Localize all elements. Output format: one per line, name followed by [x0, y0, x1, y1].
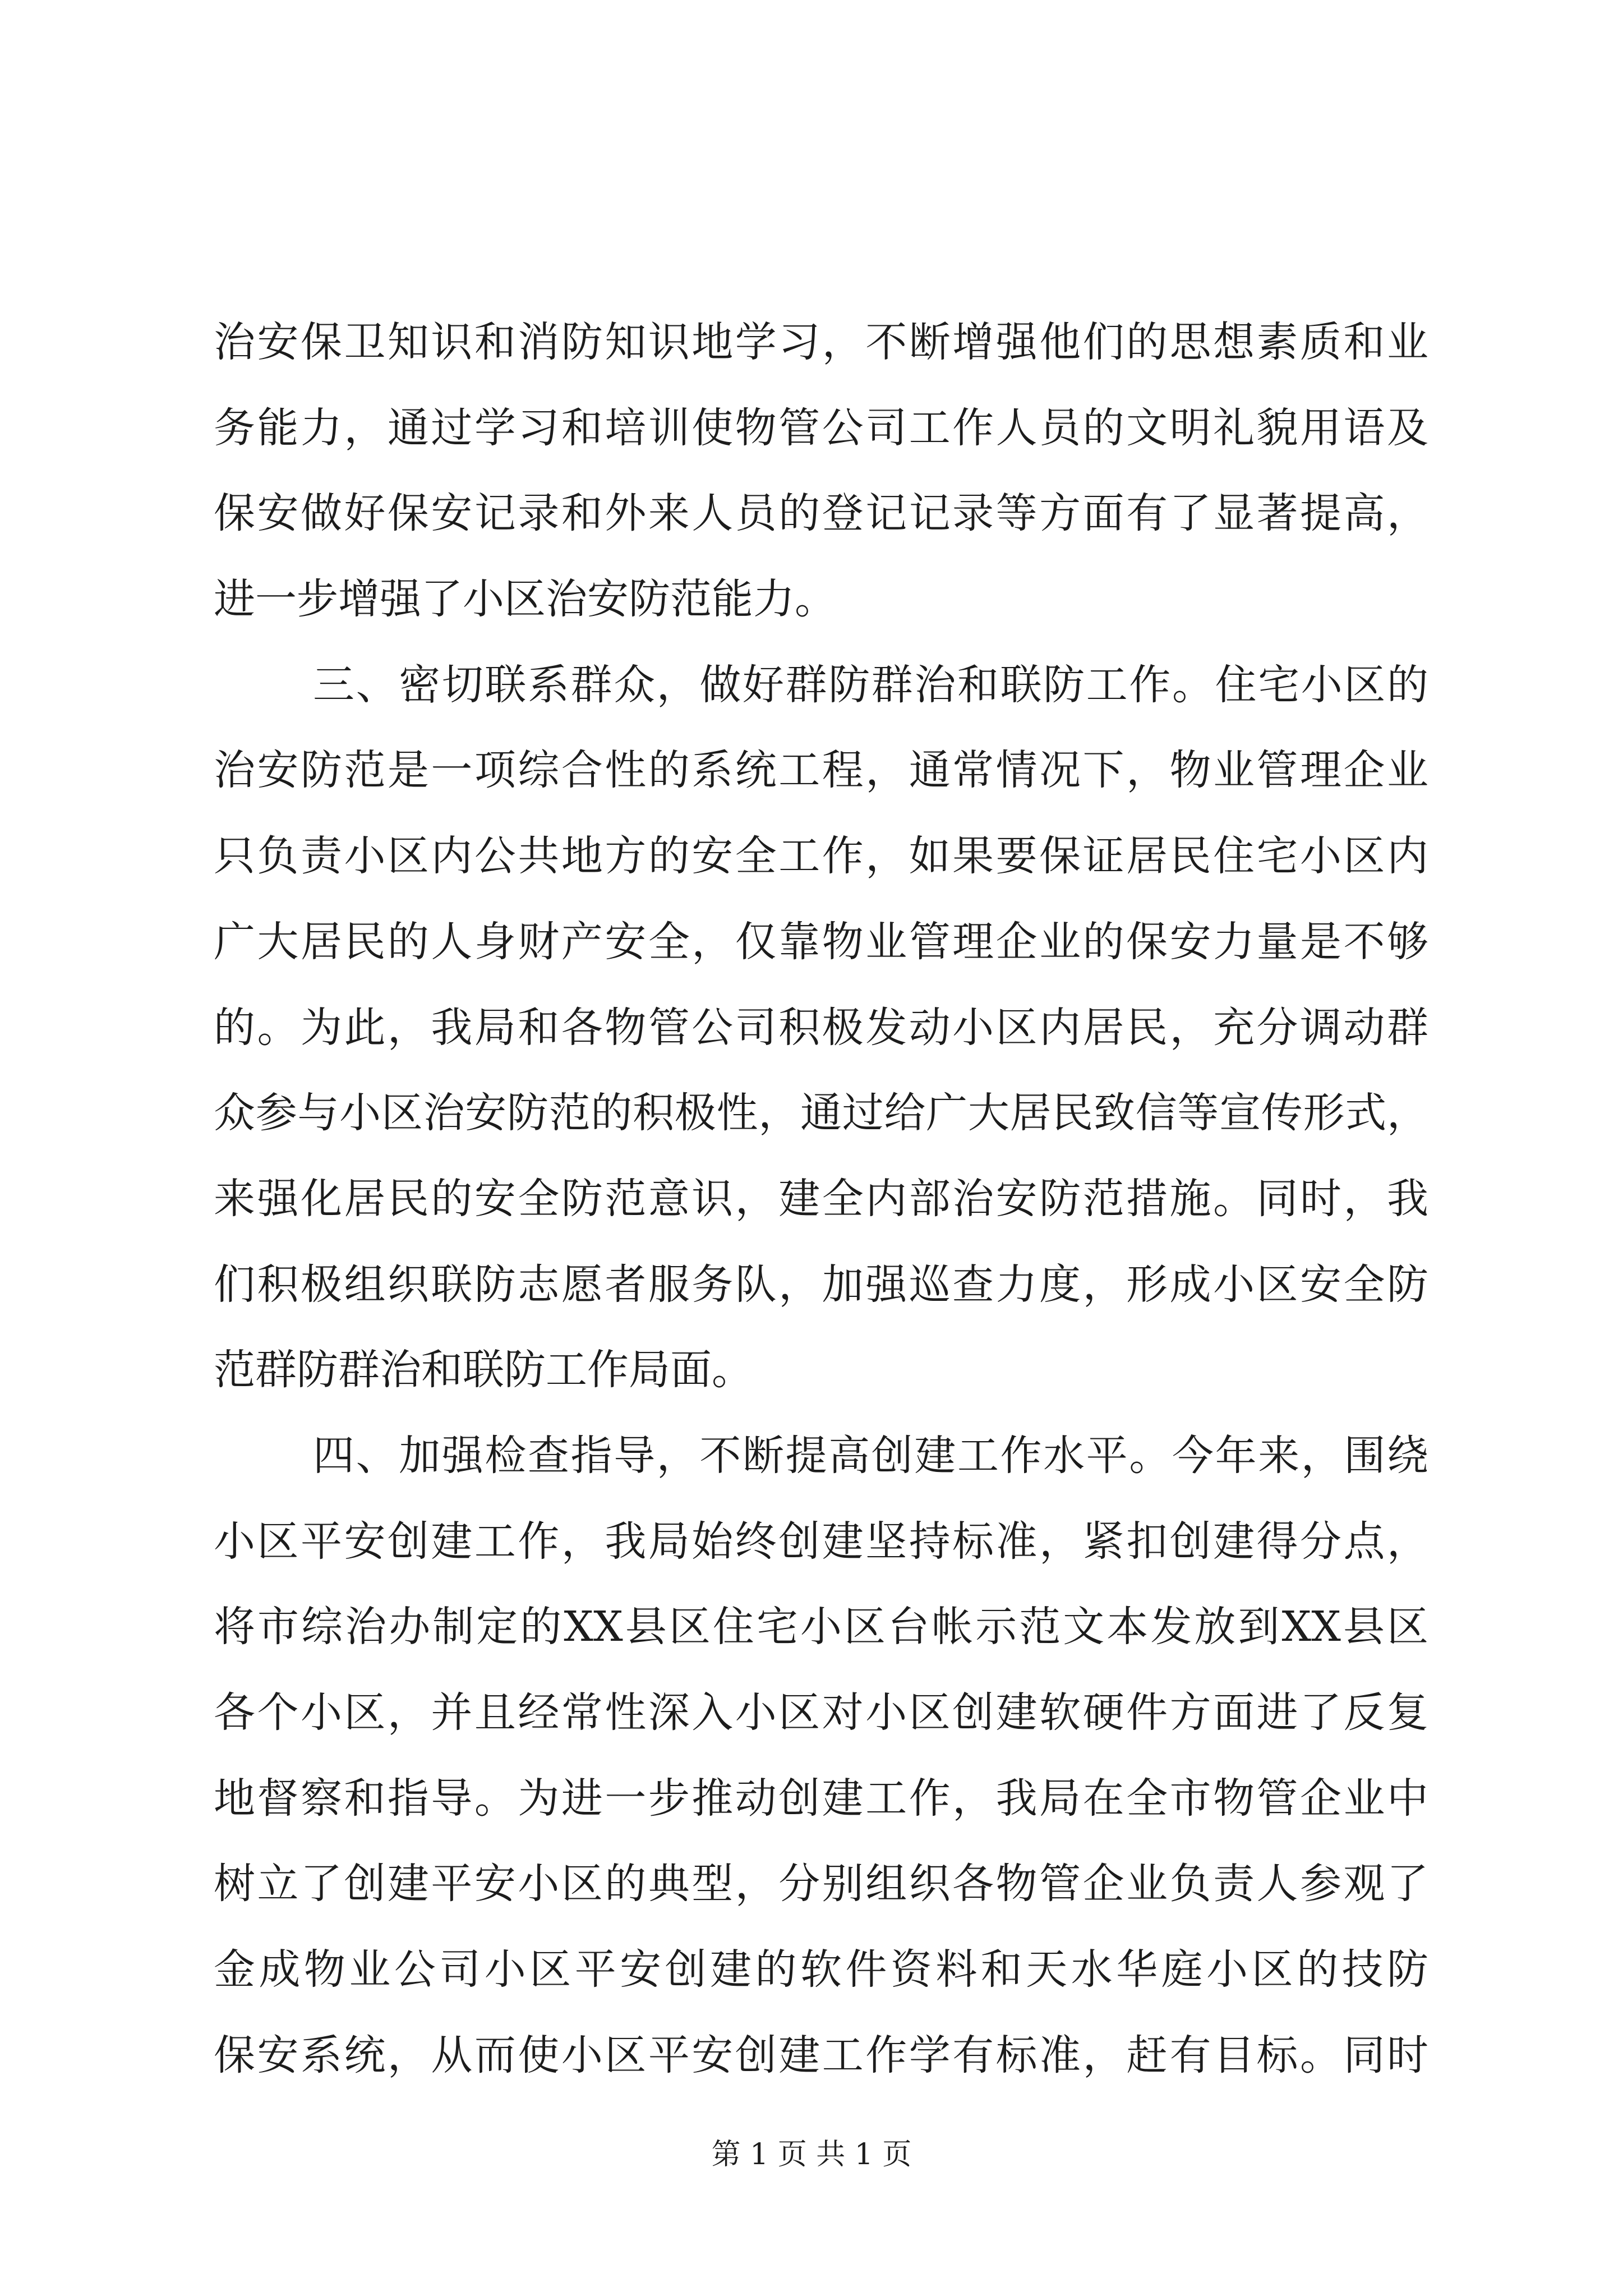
text-line: 的。为此，我局和各物管公司积极发动小区内居民，充分调动群 [214, 1003, 1428, 1052]
text-line: 四、加强检查指导，不断提高创建工作水平。今年来，围绕 [313, 1431, 1428, 1480]
text-line: 将市综治办制定的XX县区住宅小区台帐示范文本发放到XX县区 [214, 1603, 1428, 1651]
text-line: 治安保卫知识和消防知识地学习，不断增强他们的思想素质和业 [214, 318, 1428, 366]
text-line: 治安防范是一项综合性的系统工程，通常情况下，物业管理企业 [214, 746, 1428, 795]
text-line: 地督察和指导。为进一步推动创建工作，我局在全市物管企业中 [214, 1774, 1428, 1823]
text-line: 来强化居民的安全防范意识，建全内部治安防范措施。同时，我 [214, 1174, 1428, 1223]
text-line: 进一步增强了小区治安防范能力。 [214, 575, 836, 624]
text-line: 广大居民的人身财产安全，仅靠物业管理企业的保安力量是不够 [214, 917, 1428, 966]
text-line: 保安系统，从而使小区平安创建工作学有标准，赶有目标。同时 [214, 2031, 1428, 2079]
paragraph-section-three [214, 642, 1428, 1413]
text-line: 三、密切联系群众，做好群防群治和联防工作。住宅小区的 [313, 660, 1428, 709]
text-line: 金成物业公司小区平安创建的软件资料和天水华庭小区的技防 [214, 1945, 1428, 1994]
paragraph-section-four [214, 1413, 1428, 2099]
page-footer [0, 2136, 1623, 2173]
text-line: 保安做好保安记录和外来人员的登记记录等方面有了显著提高， [214, 489, 1428, 538]
text-line: 各个小区，并且经常性深入小区对小区创建软硬件方面进了反复 [214, 1688, 1428, 1737]
text-line: 们积极组织联防志愿者服务队，加强巡查力度，形成小区安全防 [214, 1260, 1428, 1309]
text-line: 只负责小区内公共地方的安全工作，如果要保证居民住宅小区内 [214, 832, 1428, 881]
text-line: 范群防群治和联防工作局面。 [214, 1346, 753, 1395]
text-line: 众参与小区治安防范的积极性，通过给广大居民致信等宣传形式， [214, 1089, 1428, 1138]
text-line: 务能力，通过学习和培训使物管公司工作人员的文明礼貌用语及 [214, 403, 1428, 452]
document-body [214, 300, 1428, 2098]
page-number-label: 第 1 页 共 1 页 [711, 2138, 912, 2171]
paragraph-continuation [214, 300, 1428, 642]
text-line: 树立了创建平安小区的典型，分别组织各物管企业负责人参观了 [214, 1860, 1428, 1908]
text-line: 小区平安创建工作，我局始终创建坚持标准，紧扣创建得分点， [214, 1517, 1428, 1566]
